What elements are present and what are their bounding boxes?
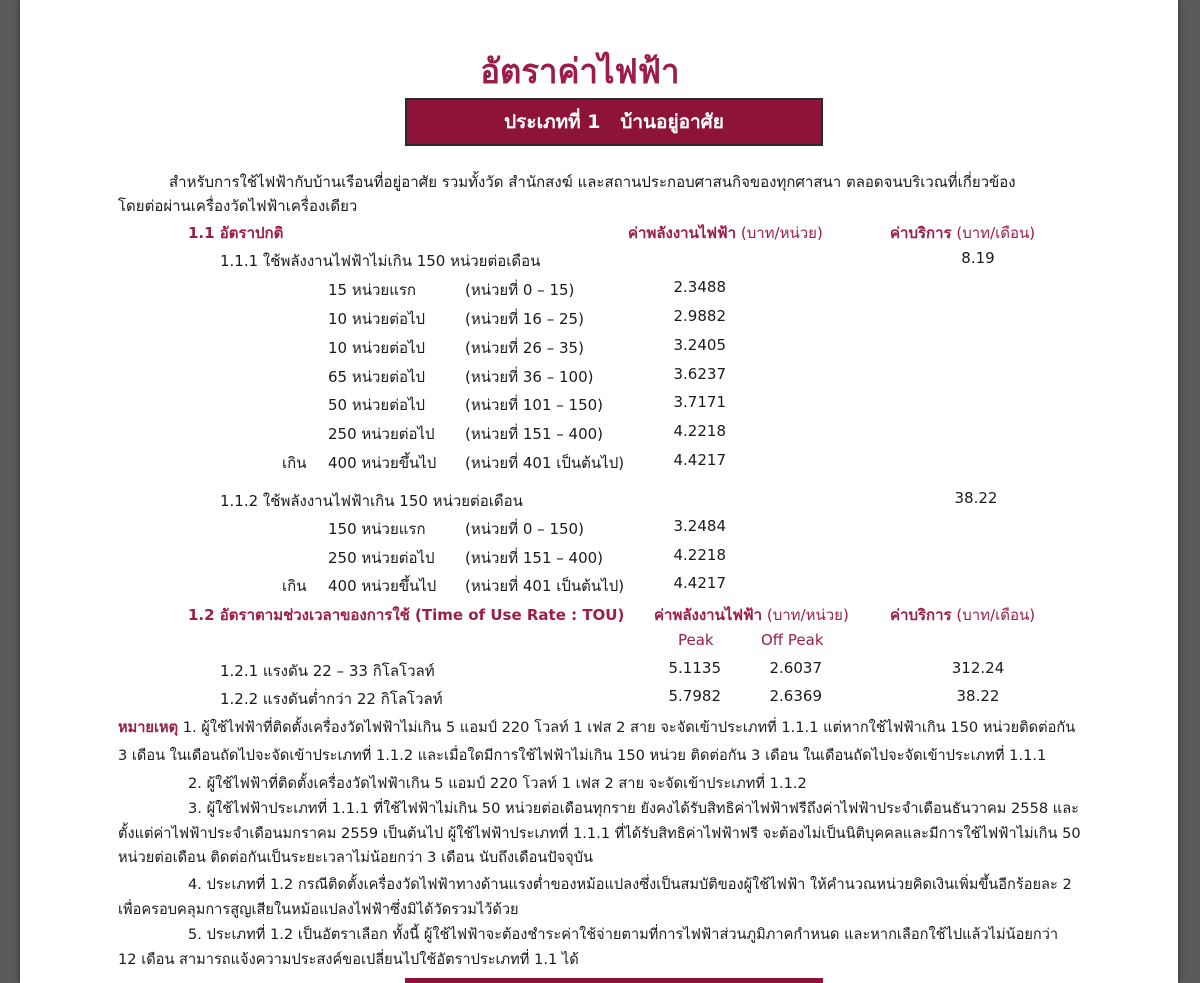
row-prefix: เกิน <box>282 454 307 472</box>
row-rate: 4.4217 <box>673 451 726 469</box>
row-qty: 10 หน่วยต่อไป <box>328 310 426 328</box>
type-heading-text: ประเภทที่ 1 บ้านอยู่อาศัย <box>504 111 724 133</box>
service-header-label: ค่าบริการ <box>890 224 952 242</box>
note-5-line-1: 5. ประเภทที่ 1.2 เป็นอัตราเลือก ทั้งนี้ ผู้ใช้ไฟฟ้าจะต้องชำระค่าใช้จ่ายตามที่การไฟฟ้าส่วนภูมิภาคกำหนด และหากเลือกใช้ไปแล้วไม่น้อยกว่า <box>188 926 1059 943</box>
section-1-1-1-label: 1.1.1 ใช้พลังงานไฟฟ้าไม่เกิน 150 หน่วยต่อเดือน <box>220 252 541 270</box>
service-header-label: ค่าบริการ <box>890 606 952 624</box>
row-range: (หน่วยที่ 0 – 150) <box>465 520 584 538</box>
row-range: (หน่วยที่ 101 – 150) <box>465 396 604 414</box>
energy-header-unit: (บาท/หน่วย) <box>740 224 823 242</box>
tou-offpeak-rate: 2.6037 <box>769 659 822 677</box>
note-4-line-2: เพื่อครอบคลุมการสูญเสียในหม้อแปลงไฟฟ้าซึ่งมิได้วัดรวมไว้ด้วย <box>118 901 519 918</box>
tou-row-label: 1.2.1 แรงดัน 22 – 33 กิโลโวลท์ <box>220 662 435 680</box>
tou-service: 312.24 <box>951 659 1005 677</box>
section-1-1-title: 1.1 อัตราปกติ <box>188 224 284 242</box>
page-title: อัตราค่าไฟฟ้า <box>480 52 680 92</box>
row-rate: 4.2218 <box>673 422 726 440</box>
tou-peak-rate: 5.7982 <box>668 687 721 705</box>
row-range: (หน่วยที่ 151 – 400) <box>465 549 604 567</box>
row-qty: 400 หน่วยขึ้นไป <box>328 577 437 595</box>
section-1-2-title: 1.2 อัตราตามช่วงเวลาของการใช้ (Time of Use Rate : TOU) <box>188 606 625 624</box>
note-4-line-1: 4. ประเภทที่ 1.2 กรณีติดตั้งเครื่องวัดไฟฟ้าทางด้านแรงต่ำของหม้อแปลงซึ่งเป็นสมบัติของผู้ใช้ไฟฟ้า ให้คำนวณหน่วยคิดเงินเพิ่มขึ้นอีกร้อยละ 2 <box>188 876 1072 893</box>
row-range: (หน่วยที่ 151 – 400) <box>465 425 604 443</box>
tou-peak-rate: 5.1135 <box>668 659 721 677</box>
row-range: (หน่วยที่ 401 เป็นต้นไป) <box>465 454 625 472</box>
note-3-line-1: 3. ผู้ใช้ไฟฟ้าประเภทที่ 1.1.1 ที่ใช้ไฟฟ้าไม่เกิน 50 หน่วยต่อเดือนทุกราย ยังคงได้รับสิทธิค่าไฟฟ้าฟรีถึงค่าไฟฟ้าประจำเดือนธันวาคม 2558 และ <box>188 800 1079 817</box>
document-page <box>20 0 1178 983</box>
section-1-1-1-service: 8.19 <box>961 249 995 267</box>
row-rate: 3.2484 <box>673 517 726 535</box>
row-qty: 10 หน่วยต่อไป <box>328 339 426 357</box>
row-rate: 2.3488 <box>673 278 726 296</box>
tou-service: 38.22 <box>956 687 1000 705</box>
row-qty: 250 หน่วยต่อไป <box>328 549 435 567</box>
note-1-text: 1. ผู้ใช้ไฟฟ้าที่ติดตั้งเครื่องวัดไฟฟ้าไม่เกิน 5 แอมป์ 220 โวลท์ 1 เฟส 2 สาย จะจัดเข้าประเภทที่ 1.1.1 แต่หากใช้ไฟฟ้าเกิน 150 หน่วยติดต่อกัน <box>178 719 1076 736</box>
row-rate: 3.6237 <box>673 365 726 383</box>
row-qty: 65 หน่วยต่อไป <box>328 368 426 386</box>
note-2: 2. ผู้ใช้ไฟฟ้าที่ติดตั้งเครื่องวัดไฟฟ้าเกิน 5 แอมป์ 220 โวลท์ 1 เฟส 2 สาย จะจัดเข้าประเภทที่ 1.1.2 <box>188 775 807 792</box>
row-range: (หน่วยที่ 36 – 100) <box>465 368 594 386</box>
section-1-1-2-label: 1.1.2 ใช้พลังงานไฟฟ้าเกิน 150 หน่วยต่อเดือน <box>220 492 523 510</box>
tou-offpeak-rate: 2.6369 <box>769 687 822 705</box>
energy-header-label: ค่าพลังงานไฟฟ้า <box>654 606 763 624</box>
row-prefix: เกิน <box>282 577 307 595</box>
note-1-line-1 <box>118 716 1075 739</box>
peak-header: Peak <box>678 631 714 649</box>
row-rate: 4.4217 <box>673 574 726 592</box>
row-qty: 150 หน่วยแรก <box>328 520 426 538</box>
service-header-unit: (บาท/เดือน) <box>956 606 1036 624</box>
row-qty: 400 หน่วยขึ้นไป <box>328 454 437 472</box>
energy-header-1-2 <box>654 603 849 627</box>
note-3-line-2: ตั้งแต่ค่าไฟฟ้าประจำเดือนมกราคม 2559 เป็นต้นไป ผู้ใช้ไฟฟ้าประเภทที่ 1.1.1 ที่ได้รับสิทธิค่าไฟฟ้าฟรี จะต้องไม่เป็นนิติบุคคลและมีการใช้ไฟฟ้าไม่เกิน 50 <box>118 825 1081 842</box>
offpeak-header: Off Peak <box>761 631 824 649</box>
row-rate: 4.2218 <box>673 546 726 564</box>
energy-header-label: ค่าพลังงานไฟฟ้า <box>628 224 737 242</box>
row-range: (หน่วยที่ 0 – 15) <box>465 281 575 299</box>
intro-line-1: สำหรับการใช้ไฟฟ้ากับบ้านเรือนที่อยู่อาศัย รวมทั้งวัด สำนักสงฆ์ และสถานประกอบศาสนกิจของทุกศาสนา ตลอดจนบริเวณที่เกี่ยวข้อง <box>169 173 1016 191</box>
notes-label: หมายเหตุ <box>118 719 179 736</box>
row-rate: 3.2405 <box>673 336 726 354</box>
next-heading-box-edge <box>405 978 823 983</box>
energy-header-unit: (บาท/หน่วย) <box>766 606 849 624</box>
row-rate: 2.9882 <box>673 307 726 325</box>
row-range: (หน่วยที่ 401 เป็นต้นไป) <box>465 577 625 595</box>
tou-row-label: 1.2.2 แรงดันต่ำกว่า 22 กิโลโวลท์ <box>220 690 443 708</box>
row-qty: 50 หน่วยต่อไป <box>328 396 426 414</box>
note-1-line-2: 3 เดือน ในเดือนถัดไปจะจัดเข้าประเภทที่ 1.1.2 และเมื่อใดมีการใช้ไฟฟ้าไม่เกิน 150 หน่วย ติดต่อกัน 3 เดือน ในเดือนถัดไปจะจัดเข้าประเภทที่ 1.1.1 <box>118 747 1047 764</box>
service-header-unit: (บาท/เดือน) <box>956 224 1036 242</box>
row-range: (หน่วยที่ 16 – 25) <box>465 310 584 328</box>
service-header-1-1 <box>890 221 1035 245</box>
row-qty: 250 หน่วยต่อไป <box>328 425 435 443</box>
row-range: (หน่วยที่ 26 – 35) <box>465 339 584 357</box>
note-3-line-3: หน่วยต่อเดือน ติดต่อกันเป็นระยะเวลาไม่น้อยกว่า 3 เดือน นับถึงเดือนปัจจุบัน <box>118 849 593 866</box>
section-1-1-2-service: 38.22 <box>954 489 998 507</box>
row-rate: 3.7171 <box>673 393 726 411</box>
note-5-line-2: 12 เดือน สามารถแจ้งความประสงค์ขอเปลี่ยนไปใช้อัตราประเภทที่ 1.1 ได้ <box>118 951 579 968</box>
intro-line-2: โดยต่อผ่านเครื่องวัดไฟฟ้าเครื่องเดียว <box>118 197 358 215</box>
energy-header-1-1 <box>628 221 823 245</box>
type-heading-box <box>405 98 823 146</box>
row-qty: 15 หน่วยแรก <box>328 281 417 299</box>
service-header-1-2 <box>890 603 1035 627</box>
